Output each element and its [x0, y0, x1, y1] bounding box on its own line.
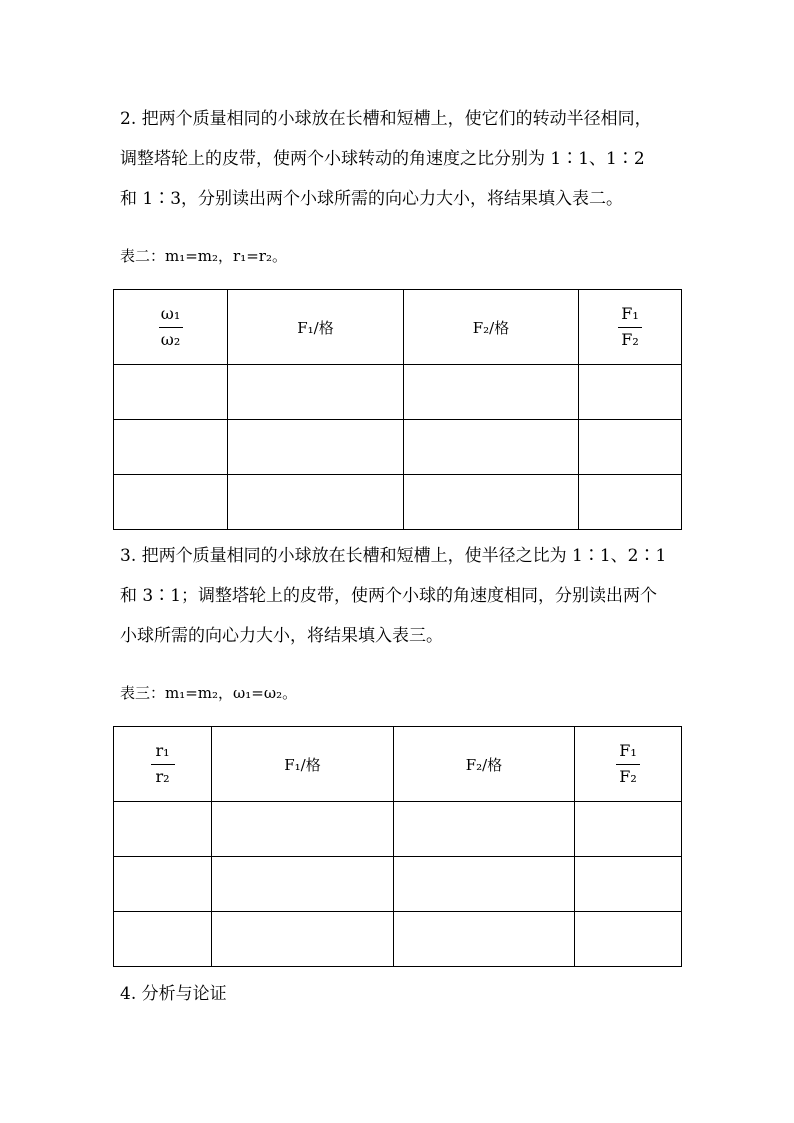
- table3-header-ratio: [114, 727, 212, 802]
- radius-ratio-numerator: r₁: [155, 741, 170, 760]
- table-cell[interactable]: [394, 857, 575, 912]
- table-row: [114, 857, 682, 912]
- table-cell[interactable]: [114, 420, 228, 475]
- table-cell[interactable]: [114, 475, 228, 530]
- section2-line-1: 2. 把两个质量相同的小球放在长槽和短槽上，使它们的转动半径相同，: [120, 109, 652, 129]
- omega-ratio-fraction: [159, 305, 183, 349]
- table-cell[interactable]: [579, 475, 682, 530]
- force-ratio-fraction: [618, 305, 642, 349]
- table2-header-f1: F₁/格: [228, 290, 404, 365]
- table2: [113, 289, 682, 530]
- table-cell[interactable]: [212, 802, 394, 857]
- omega-ratio-denominator: ω₂: [160, 330, 181, 349]
- table-row: [114, 912, 682, 967]
- omega-ratio-numerator: ω₁: [160, 304, 181, 323]
- section2-line-2: 调整塔轮上的皮带，使两个小球转动的角速度之比分别为 1∶1、1∶2: [120, 149, 645, 169]
- table-cell[interactable]: [575, 912, 682, 967]
- table2-caption: 表二：m₁=m₂，r₁=r₂。: [120, 247, 287, 265]
- table-cell[interactable]: [404, 420, 579, 475]
- table3: [113, 726, 682, 967]
- table2-header-f2: F₂/格: [404, 290, 579, 365]
- radius-ratio-fraction: [151, 742, 175, 786]
- force-ratio-numerator: F₁: [621, 304, 639, 323]
- table-cell[interactable]: [575, 857, 682, 912]
- table-cell[interactable]: [114, 912, 212, 967]
- table-cell[interactable]: [114, 365, 228, 420]
- table-cell[interactable]: [575, 802, 682, 857]
- table-cell[interactable]: [404, 475, 579, 530]
- table3-header-f1: F₁/格: [212, 727, 394, 802]
- table-cell[interactable]: [114, 802, 212, 857]
- radius-ratio-denominator: r₂: [155, 767, 170, 786]
- force-ratio-fraction: [616, 742, 640, 786]
- table3-caption: 表三：m₁=m₂，ω₁=ω₂。: [120, 684, 298, 702]
- table-cell[interactable]: [394, 802, 575, 857]
- table-row: [114, 365, 682, 420]
- table-row: [114, 802, 682, 857]
- table-cell[interactable]: [228, 475, 404, 530]
- table2-header-row: [114, 290, 682, 365]
- force-ratio-denominator: F₂: [621, 330, 639, 349]
- table-cell[interactable]: [212, 912, 394, 967]
- section3-line-2: 和 3∶1；调整塔轮上的皮带，使两个小球的角速度相同，分别读出两个: [120, 586, 658, 606]
- table-cell[interactable]: [404, 365, 579, 420]
- section3-line-3: 小球所需的向心力大小，将结果填入表三。: [120, 626, 443, 646]
- table-cell[interactable]: [114, 857, 212, 912]
- force-ratio-denominator: F₂: [619, 767, 637, 786]
- table-row: [114, 420, 682, 475]
- fraction-bar: [616, 764, 640, 765]
- table-cell[interactable]: [212, 857, 394, 912]
- section4-title: 4. 分析与论证: [120, 984, 227, 1004]
- section2-line-3: 和 1∶3，分别读出两个小球所需的向心力大小，将结果填入表二。: [120, 189, 624, 209]
- table-cell[interactable]: [579, 365, 682, 420]
- table-cell[interactable]: [394, 912, 575, 967]
- table3-header-f2: F₂/格: [394, 727, 575, 802]
- section3-line-1: 3. 把两个质量相同的小球放在长槽和短槽上，使半径之比为 1∶1、2∶1: [120, 546, 667, 566]
- table-cell[interactable]: [228, 365, 404, 420]
- table3-header-force-ratio: [575, 727, 682, 802]
- table3-header-row: [114, 727, 682, 802]
- table-cell[interactable]: [228, 420, 404, 475]
- table-cell[interactable]: [579, 420, 682, 475]
- table2-header-force-ratio: [579, 290, 682, 365]
- table-row: [114, 475, 682, 530]
- table2-header-ratio: [114, 290, 228, 365]
- fraction-bar: [151, 764, 175, 765]
- fraction-bar: [159, 327, 183, 328]
- fraction-bar: [618, 327, 642, 328]
- force-ratio-numerator: F₁: [619, 741, 637, 760]
